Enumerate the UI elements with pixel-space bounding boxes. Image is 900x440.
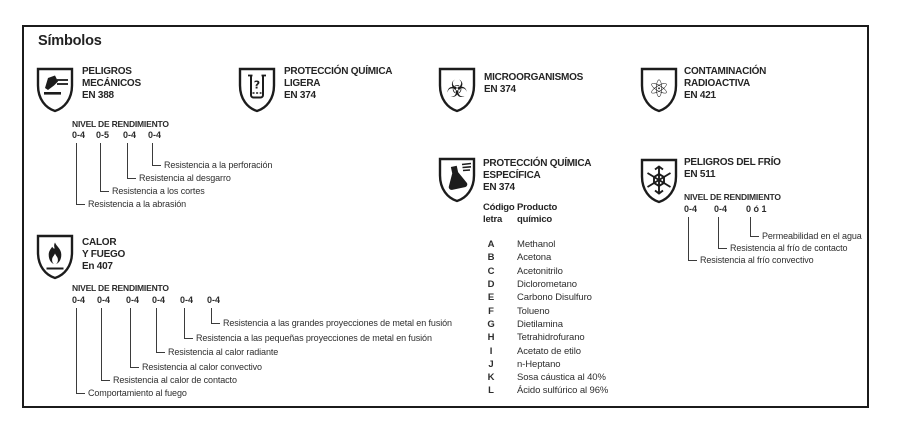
branch-connector bbox=[156, 308, 279, 357]
symbol-title-line: EN 511 bbox=[684, 169, 716, 180]
symbol-cold-title bbox=[684, 157, 781, 181]
chemical-table bbox=[483, 238, 608, 398]
symbol-title-line: PROTECCIÓN QUÍMICA bbox=[483, 158, 592, 169]
symbol-title-line: PROTECCIÓN QUÍMICA bbox=[284, 66, 393, 77]
biohazard-glyph: ☣ bbox=[446, 75, 468, 103]
symbol-radio-title bbox=[684, 66, 766, 102]
table-row: D Diclorometano bbox=[487, 279, 577, 291]
symbol-title-line: MECÁNICOS bbox=[82, 78, 141, 89]
branch-label: Resistencia al desgarro bbox=[139, 173, 231, 183]
symbol-title-line: En 407 bbox=[82, 261, 113, 272]
heat-level: 0-4 bbox=[72, 295, 86, 305]
atom-glyph: ⚛ bbox=[648, 75, 670, 103]
table-row: C Acetonitrilo bbox=[487, 265, 563, 277]
chemical-product-header: Producto químico bbox=[517, 202, 558, 225]
table-row: E Carbono Disulfuro bbox=[487, 292, 592, 304]
beaker-question-shield-icon bbox=[238, 67, 276, 113]
branch-label: Resistencia a la abrasión bbox=[88, 199, 187, 209]
symbol-title-line: EN 374 bbox=[284, 90, 316, 101]
branch-label: Resistencia a los cortes bbox=[112, 186, 205, 196]
branch-connector bbox=[750, 217, 862, 241]
mechanical-level: 0-4 bbox=[72, 130, 86, 140]
table-row: L Ácido sulfúrico al 96% bbox=[488, 385, 609, 397]
symbol-title-line: Y FUEGO bbox=[82, 249, 126, 260]
page-title: Símbolos bbox=[38, 33, 102, 49]
atom-shield-icon bbox=[640, 67, 678, 113]
symbol-chem-light-title bbox=[284, 66, 392, 102]
cold-level: 0 ó 1 bbox=[746, 204, 767, 214]
symbol-title-line: PELIGROS bbox=[82, 66, 132, 77]
symbol-title-line: EN 374 bbox=[483, 182, 515, 193]
hammer-shield-icon bbox=[36, 67, 74, 113]
branch-label: Resistencia a las grandes proyecciones de metal en fusión bbox=[223, 318, 452, 328]
symbol-title-line: CONTAMINACIÓN bbox=[684, 66, 767, 77]
table-row: J n-Heptano bbox=[488, 358, 561, 370]
branch-label: Resistencia al calor de contacto bbox=[113, 375, 237, 385]
branch-connector bbox=[152, 143, 273, 170]
branch-label: Resistencia al calor radiante bbox=[168, 347, 279, 357]
symbol-title-line: CALOR bbox=[82, 237, 117, 248]
cold-level: 0-4 bbox=[714, 204, 728, 214]
branch-connector bbox=[211, 308, 452, 328]
table-row: H Tetrahidrofurano bbox=[487, 332, 585, 344]
heat-level: 0-4 bbox=[207, 295, 221, 305]
question-mark-glyph: ? bbox=[253, 78, 261, 92]
table-row: A Methanol bbox=[487, 239, 556, 251]
heat-level: 0-4 bbox=[97, 295, 111, 305]
branch-label: Comportamiento al fuego bbox=[88, 388, 187, 398]
symbol-title-line: EN 421 bbox=[684, 90, 716, 101]
chemical-table-header bbox=[483, 202, 557, 225]
mechanical-level: 0-4 bbox=[123, 130, 137, 140]
table-row: K Sosa cáustica al 40% bbox=[487, 372, 606, 384]
table-row: I Acetato de etilo bbox=[489, 345, 581, 357]
symbol-title-line: ESPECÍFICA bbox=[483, 170, 541, 181]
symbol-title-line: RADIOACTIVA bbox=[684, 78, 750, 89]
table-row: B Acetona bbox=[487, 252, 552, 264]
heat-level: 0-4 bbox=[152, 295, 166, 305]
cold-performance-label: NIVEL DE RENDIMIENTO bbox=[684, 192, 781, 202]
branch-label: Resistencia a las pequeñas proyecciones de metal en fusión bbox=[196, 333, 432, 343]
branch-label: Resistencia al calor convectivo bbox=[142, 362, 262, 372]
branch-label: Permeabilidad en el agua bbox=[762, 231, 862, 241]
symbol-title-line: MICROORGANISMOS bbox=[484, 72, 584, 83]
branch-label: Resistencia a la perforación bbox=[164, 160, 273, 170]
table-row: F Tolueno bbox=[488, 305, 550, 317]
heat-level: 0-4 bbox=[180, 295, 194, 305]
symbol-mechanical-title bbox=[82, 66, 141, 102]
symbol-micro-title bbox=[484, 72, 583, 96]
symbol-title-line: EN 388 bbox=[82, 90, 114, 101]
symbol-heat-title bbox=[82, 237, 125, 273]
mechanical-performance-label: NIVEL DE RENDIMIENTO bbox=[72, 119, 169, 129]
biohazard-shield-icon bbox=[438, 67, 476, 113]
branch-label: Resistencia al frío convectivo bbox=[700, 255, 814, 265]
mechanical-level: 0-5 bbox=[96, 130, 110, 140]
symbol-title-line: LIGERA bbox=[284, 78, 321, 89]
symbol-title-line: EN 374 bbox=[484, 84, 516, 95]
flask-shield-icon bbox=[438, 157, 476, 203]
code-letter-header: Código letra bbox=[483, 202, 515, 225]
snowflake-shield-icon bbox=[640, 158, 678, 204]
cold-level: 0-4 bbox=[684, 204, 698, 214]
table-row: G Dietilamina bbox=[487, 318, 563, 330]
symbol-chem-specific-title bbox=[483, 158, 591, 194]
heat-performance-label: NIVEL DE RENDIMIENTO bbox=[72, 283, 169, 293]
flame-shield-icon bbox=[36, 234, 74, 280]
branch-label: Resistencia al frío de contacto bbox=[730, 243, 848, 253]
heat-level: 0-4 bbox=[126, 295, 140, 305]
symbol-title-line: PELIGROS DEL FRÍO bbox=[684, 157, 781, 168]
mechanical-level: 0-4 bbox=[148, 130, 162, 140]
